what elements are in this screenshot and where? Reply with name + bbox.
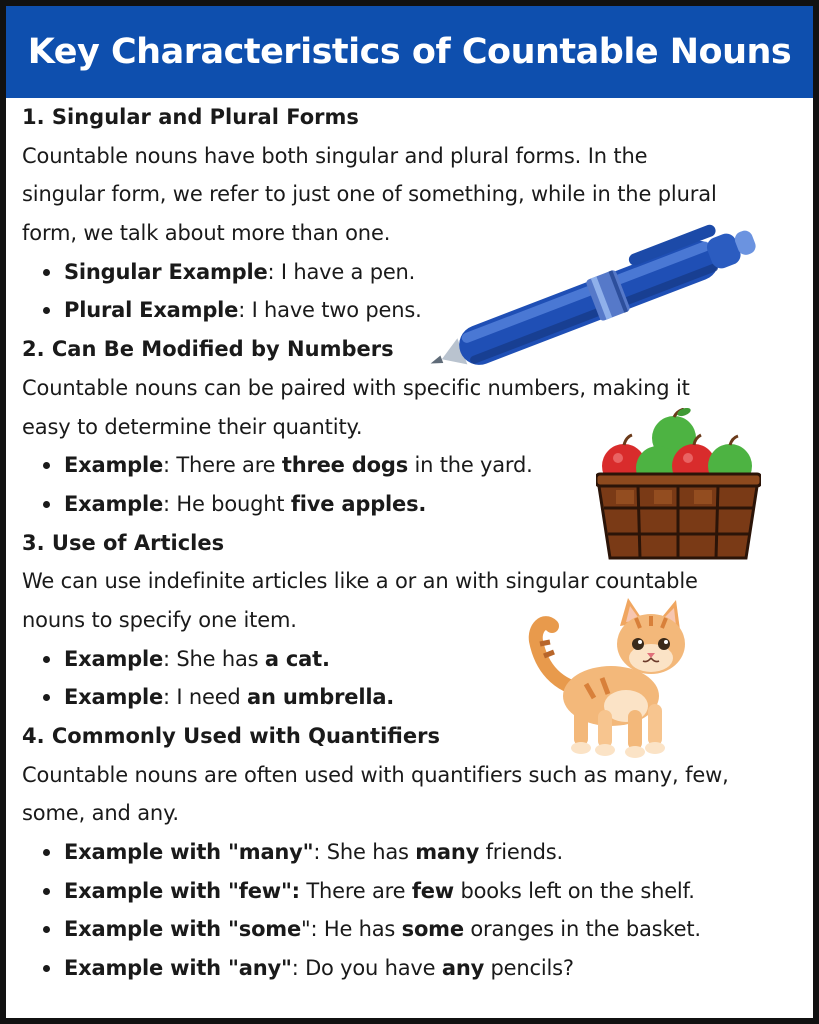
apple-basket-illustration bbox=[596, 408, 761, 563]
bullet-separator: : bbox=[163, 685, 170, 710]
bullet-text: friends. bbox=[479, 840, 564, 865]
bullet-text: in the yard. bbox=[408, 453, 533, 478]
bullet-text: There are bbox=[169, 453, 282, 478]
section-heading: 4. Commonly Used with Quantifiers bbox=[22, 724, 440, 748]
body-text-line: some, and any. bbox=[22, 801, 179, 826]
bullet-label: Example with "many" bbox=[64, 840, 314, 865]
bullet-item bbox=[22, 949, 812, 988]
bullet-label: Plural Example bbox=[64, 298, 239, 323]
bullet-emphasis: few bbox=[411, 878, 455, 903]
bullet-separator: : bbox=[267, 259, 275, 284]
bullet-text: Do you have bbox=[298, 956, 442, 981]
body-text-line: We can use indefinite articles like a or an with singular countable bbox=[22, 569, 698, 594]
body-text-line: Countable nouns can be paired with specific numbers, making it bbox=[22, 375, 690, 400]
bullet-label: Example with "few": bbox=[64, 878, 300, 903]
bullet-emphasis: some bbox=[401, 917, 464, 942]
section-heading: 3. Use of Articles bbox=[22, 530, 225, 555]
bullet-label: Example bbox=[64, 685, 164, 710]
section-heading: 2. Can Be Modified by Numbers bbox=[22, 337, 394, 362]
bullet-text: I have two pens. bbox=[245, 298, 422, 323]
bullet-label: Example bbox=[64, 491, 164, 516]
bullet-emphasis: any bbox=[441, 956, 485, 981]
kitten-illustration bbox=[516, 596, 701, 761]
body-text-line: easy to determine their quantity. bbox=[22, 414, 363, 439]
body-text-line: nouns to specify one item. bbox=[22, 607, 297, 632]
bullet-text: He has bbox=[317, 917, 402, 942]
bullet-emphasis: a cat. bbox=[264, 646, 330, 671]
bullet-emphasis: three dogs bbox=[281, 453, 408, 478]
bullet-label: Example with "any" bbox=[64, 956, 292, 981]
bullet-text: He bought bbox=[169, 491, 291, 516]
bullet-separator: : bbox=[163, 491, 170, 516]
bullet-item bbox=[22, 872, 812, 911]
bullet-label: Example with "some bbox=[64, 917, 302, 942]
bullet-separator: : bbox=[313, 840, 321, 865]
bullet-text: She has bbox=[320, 840, 416, 865]
bullet-text: She has bbox=[169, 646, 265, 671]
bullet-separator: : bbox=[238, 298, 246, 323]
bullet-emphasis: an umbrella. bbox=[247, 685, 395, 710]
bullet-text: pencils? bbox=[484, 956, 574, 981]
body-text-line: Countable nouns have both singular and plural forms. In the bbox=[22, 143, 648, 168]
bullet-separator: : bbox=[163, 646, 170, 671]
bullet-text: I need bbox=[169, 685, 248, 710]
body-text-line: form, we talk about more than one. bbox=[22, 221, 391, 246]
bullet-separator: ": bbox=[301, 917, 318, 942]
bullet-separator: : bbox=[291, 956, 299, 981]
bullet-item bbox=[22, 833, 812, 872]
bullet-text: There are bbox=[299, 878, 412, 903]
title-banner bbox=[6, 6, 813, 98]
bullet-text: oranges in the basket. bbox=[463, 917, 701, 942]
bullet-emphasis: five apples. bbox=[290, 491, 427, 516]
body-text-line: Countable nouns are often used with quantifiers such as many, few, bbox=[22, 762, 729, 787]
bullet-emphasis: many bbox=[415, 840, 480, 865]
bullet-item bbox=[22, 910, 812, 949]
bullet-text: I have a pen. bbox=[274, 259, 416, 284]
bullet-label: Singular Example bbox=[64, 259, 268, 284]
body-text-line: singular form, we refer to just one of something, while in the plural bbox=[22, 182, 717, 207]
bullet-label: Example bbox=[64, 646, 164, 671]
bullet-text: books left on the shelf. bbox=[454, 878, 695, 903]
bullet-label: Example bbox=[64, 453, 164, 478]
pen-illustration bbox=[411, 216, 801, 371]
bullet-separator: : bbox=[163, 453, 170, 478]
section-heading: 1. Singular and Plural Forms bbox=[22, 105, 359, 129]
page-title: Key Characteristics of Countable Nouns bbox=[27, 32, 792, 72]
